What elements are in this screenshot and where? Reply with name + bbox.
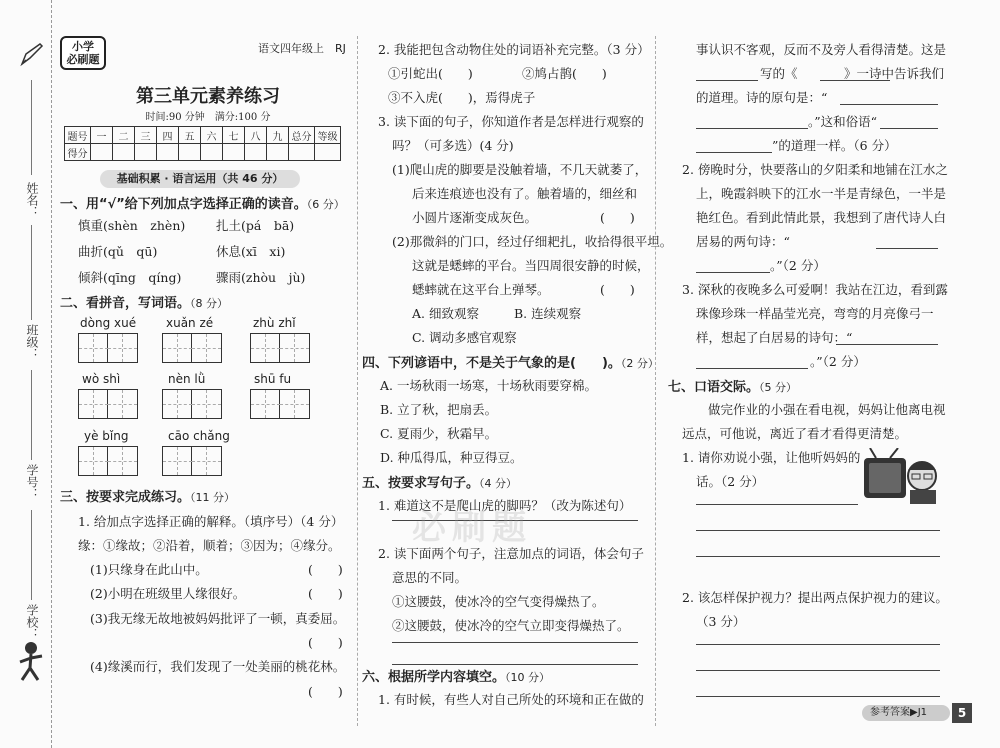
s3-item-2: (2)小明在班级里人缘很好。: [90, 586, 246, 601]
score-input-cell[interactable]: [91, 144, 113, 161]
score-input-cell[interactable]: [113, 144, 135, 161]
s5-q1: 1. 难道这不是爬山虎的脚吗？（改为陈述句）: [378, 498, 632, 513]
s4-opt-b[interactable]: B. 立了秋，把扇丢。: [380, 402, 498, 417]
s3-item-3: (3)我无缘无故地被妈妈批评了一顿，真委屈。: [90, 611, 346, 626]
c2-q3-p1-l1: (1)爬山虎的脚要是没触着墙，不几天就萎了，: [392, 162, 648, 177]
pencil-icon: [18, 40, 46, 68]
section-7-text: 七、口语交际。: [668, 380, 760, 395]
tianzi-grid-4[interactable]: [78, 389, 138, 419]
pinyin-3: zhù zhǐ: [253, 316, 296, 330]
score-table: [64, 126, 341, 161]
watermark: 必刷题: [412, 508, 532, 548]
name-label: 姓名：: [25, 182, 39, 218]
c3-q2-blank-1[interactable]: [876, 248, 938, 249]
pinyin-8: cāo chǎng: [168, 429, 230, 443]
c2-q3-p1-l3: 小圆片逐渐变成灰色。: [412, 210, 538, 225]
score-input-cell[interactable]: [289, 144, 315, 161]
section-1-text: 一、用“√”给下列加点字选择正确的读音。: [60, 197, 307, 212]
section-2-text: 二、看拼音，写词语。: [60, 296, 191, 311]
tianzi-grid-6[interactable]: [250, 389, 310, 419]
c3-l3: 的道理。诗的原句是：“: [696, 90, 828, 105]
c2-q3-line1: 3. 读下面的句子，你知道作者是怎样进行观察的: [378, 114, 644, 129]
score-row-label: 得分: [65, 144, 91, 161]
c3-q2-end: 。”（2 分）: [770, 258, 826, 273]
section-2-score: （8 分）: [190, 297, 229, 310]
section-4-score: （2 分）: [620, 357, 659, 370]
c3-l4: 。”这和俗语“: [808, 114, 878, 129]
s7-q2-score: （3 分）: [696, 614, 746, 629]
c3-q2-blank-2[interactable]: [696, 272, 770, 273]
c3-blank-line2[interactable]: [696, 128, 808, 129]
c2-q3-p2-l1: (2)那微斜的门口，经过仔细耙扎，收拾得很平坦。: [392, 234, 673, 249]
section-7-score: （5 分）: [759, 381, 798, 394]
s6-q1: 1. 有时候，有些人对自己所处的环境和正在做的: [378, 692, 644, 707]
grade-label: 语文四年级上 RJ: [258, 42, 346, 55]
score-header-cell: 二: [113, 127, 135, 144]
score-input-cell[interactable]: [223, 144, 245, 161]
logo-bottom: 必刷题: [66, 53, 100, 66]
c2-q2: 2. 我能把包含动物住处的词语补充完整。（3 分）: [378, 42, 650, 57]
section-3-score: （11 分）: [190, 491, 236, 504]
c2-q2-item-2[interactable]: ②鸠占鹊( ): [522, 66, 607, 81]
s5-q2-item-1: ①这腰鼓，使冰冷的空气变得燥热了。: [392, 594, 605, 609]
c3-l1: 事认识不客观，反而不及旁人看得清楚。这是: [696, 42, 947, 57]
c2-q3-p1-l2: 后来连痕迹也没有了。触着墙的，细丝和: [412, 186, 638, 201]
s7-intro-l1: 做完作业的小强在看电视，妈妈让他离电视: [708, 402, 946, 417]
c2-q2-item-3[interactable]: ③不入虎( )，焉得虎子: [388, 90, 536, 105]
pinyin-1: dòng xué: [80, 316, 137, 330]
tianzi-grid-2[interactable]: [162, 333, 222, 363]
c2-q2-item-1[interactable]: ①引蛇出( ): [388, 66, 473, 81]
score-input-cell[interactable]: [135, 144, 157, 161]
s7-q2-answer-line-2[interactable]: [696, 670, 940, 671]
s5-q2-answer-line-2[interactable]: [392, 664, 638, 665]
answer-reference-tag[interactable]: 参考答案▶J1: [862, 705, 950, 721]
c3-q3-l1: 3. 深秋的夜晚多么可爱啊！我站在江边，看到露: [682, 282, 948, 297]
score-header-cell: 七: [223, 127, 245, 144]
section-5-score: （4 分）: [479, 477, 518, 490]
column-divider-1: [357, 36, 358, 726]
section-5-text: 五、按要求写句子。: [362, 476, 480, 491]
c3-q3-blank-2[interactable]: [696, 368, 808, 369]
s1-item-3a[interactable]: 倾斜(qīng qíng): [78, 270, 182, 285]
binding-strip: [0, 0, 52, 748]
c3-l2b: 》一诗中告诉我们: [844, 66, 945, 81]
school-label: 学校：: [25, 604, 39, 640]
s3-answer-2[interactable]: ( ): [308, 586, 343, 601]
s1-item-2b[interactable]: 休息(xī xi): [216, 244, 286, 259]
score-header-row: [65, 127, 341, 144]
s5-q2-answer-line-1[interactable]: [392, 642, 638, 643]
s7-q1-l1: 1. 请你劝说小强，让他听妈妈的: [682, 450, 861, 465]
s3-answer-3[interactable]: ( ): [308, 635, 343, 650]
s1-item-1a[interactable]: 慎重(shèn zhèn): [78, 218, 186, 233]
c3-q3-end: 。”（2 分）: [810, 354, 866, 369]
s3-item-1: (1)只缘身在此山中。: [90, 562, 208, 577]
c2-q3-opt-a[interactable]: A. 细致观察: [412, 306, 479, 321]
s4-opt-c[interactable]: C. 夏雨少，秋霜早。: [380, 426, 498, 441]
pinyin-7: yè bǐng: [84, 429, 129, 443]
c3-q2-l3: 艳红色。看到此情此景，我想到了唐代诗人白: [696, 210, 947, 225]
c2-q3-answer-2[interactable]: ( ): [600, 282, 635, 297]
s7-q1-l2: 话。（2 分）: [696, 474, 765, 489]
c2-q3-opt-b[interactable]: B. 连续观察: [514, 306, 582, 321]
section-1-score: （6 分）: [306, 198, 345, 211]
tv-boy-illustration-icon: [862, 448, 942, 504]
score-header-cell: 八: [245, 127, 267, 144]
c2-q3-opt-c[interactable]: C. 调动多感官观察: [412, 330, 517, 345]
name-line: [31, 80, 32, 175]
section-3-text: 三、按要求完成练习。: [60, 490, 191, 505]
s3-q1-def: 缘：①缘故；②沿着，顺着；③因为；④缘分。: [78, 538, 341, 553]
s5-q2-item-2: ②这腰鼓，使冰冷的空气立即变得燥热了。: [392, 618, 630, 633]
s7-q2: 2. 该怎样保护视力？提出两点保护视力的建议。: [682, 590, 948, 605]
s1-item-2a[interactable]: 曲折(qǔ qū): [78, 244, 158, 259]
running-figure-icon: [16, 640, 46, 684]
score-header-cell: 题号: [65, 127, 91, 144]
section-6-text: 六、根据所学内容填空。: [362, 670, 506, 685]
s7-intro-l2: 远点，可他说，离近了看才看得更清楚。: [682, 426, 908, 441]
score-header-cell: 一: [91, 127, 113, 144]
id-label: 学号：: [25, 464, 39, 500]
c3-q3-l3: 样，想起了白居易的诗句：“: [696, 330, 853, 345]
c3-q2-l4: 居易的两句诗：“: [696, 234, 790, 249]
s5-q2-line1: 2. 读下面两个句子，注意加点的词语，体会句子: [378, 546, 644, 561]
c3-q3-blank-1[interactable]: [836, 344, 938, 345]
section-banner: 基础积累 · 语言运用（共 46 分）: [100, 170, 300, 188]
tianzi-grid-7[interactable]: [78, 446, 138, 476]
c2-q3-p2-l3: 蟋蟀就在这平台上弹琴。: [412, 282, 550, 297]
brand-logo: [60, 36, 106, 70]
class-label: 班级：: [25, 324, 39, 360]
s7-q1-answer-line-1[interactable]: [696, 504, 858, 505]
score-value-row: [65, 144, 341, 161]
score-header-cell: 九: [267, 127, 289, 144]
school-line: [31, 510, 32, 600]
score-header-cell: 等级: [315, 127, 341, 144]
time-info: 时间:90 分钟 满分:100 分: [145, 112, 271, 123]
s4-opt-a[interactable]: A. 一场秋雨一场寒，十场秋雨要穿棉。: [380, 378, 597, 393]
tianzi-grid-1[interactable]: [78, 333, 138, 363]
c2-q3-answer-1[interactable]: ( ): [600, 210, 635, 225]
score-header-cell: 五: [179, 127, 201, 144]
s7-q2-answer-line-3[interactable]: [696, 696, 940, 697]
s3-q1: 1. 给加点字选择正确的解释。（填序号）（4 分）: [78, 514, 344, 529]
c3-l5: ”的道理一样。（6 分）: [772, 138, 897, 153]
page-title: 第三单元素养练习: [136, 86, 280, 107]
section-7-title: [668, 376, 797, 395]
score-input-cell[interactable]: [201, 144, 223, 161]
s1-item-1b[interactable]: 扎土(pá bā): [216, 218, 295, 233]
c3-blank-author[interactable]: [696, 80, 758, 81]
logo-top: 小学: [72, 40, 94, 53]
c3-blank-saying1[interactable]: [880, 128, 938, 129]
score-header-cell: 四: [157, 127, 179, 144]
section-5-title: [362, 472, 517, 491]
id-line: [31, 370, 32, 460]
s7-q1-answer-line-3[interactable]: [696, 556, 940, 557]
c3-blank-saying2[interactable]: [696, 152, 772, 153]
score-input-cell[interactable]: [245, 144, 267, 161]
c3-blank-line1[interactable]: [840, 104, 938, 105]
c2-q3-line2: 吗？（可多选）(4 分): [392, 138, 514, 153]
s7-q1-answer-line-2[interactable]: [696, 530, 940, 531]
section-6-score: （10 分）: [505, 671, 551, 684]
score-header-cell: 总分: [289, 127, 315, 144]
s4-opt-d[interactable]: D. 种瓜得瓜，种豆得豆。: [380, 450, 523, 465]
score-input-cell[interactable]: [157, 144, 179, 161]
score-input-cell[interactable]: [267, 144, 289, 161]
s3-item-4: (4)缘溪而行，我们发现了一处美丽的桃花林。: [90, 659, 346, 674]
s5-q2-line2: 意思的不同。: [392, 570, 468, 585]
s7-q2-answer-line-1[interactable]: [696, 644, 940, 645]
section-1-title: [60, 193, 345, 212]
score-input-cell[interactable]: [179, 144, 201, 161]
score-header-cell: 三: [135, 127, 157, 144]
tianzi-grid-8[interactable]: [162, 446, 222, 476]
s3-answer-4[interactable]: ( ): [308, 684, 343, 699]
c3-q2-l1: 2. 傍晚时分，快要落山的夕阳柔和地铺在江水之: [682, 162, 948, 177]
score-header-cell: 六: [201, 127, 223, 144]
pinyin-5: nèn lǜ: [168, 372, 206, 386]
tianzi-grid-3[interactable]: [250, 333, 310, 363]
section-4-text: 四、下列谚语中，不是关于气象的是( )。: [362, 356, 621, 371]
c3-q3-l2: 珠像珍珠一样晶莹光亮，弯弯的月亮像弓一: [696, 306, 934, 321]
c3-l2: 写的《: [760, 66, 798, 81]
pinyin-2: xuǎn zé: [166, 316, 214, 330]
column-divider-2: [655, 36, 656, 726]
c3-q2-l2: 上，晚霞斜映下的江水一半是青绿色，一半是: [696, 186, 947, 201]
section-3-title: [60, 486, 235, 505]
pinyin-4: wò shì: [82, 372, 121, 386]
section-4-title: [362, 352, 659, 371]
section-2-title: [60, 292, 228, 311]
c2-q3-p2-l2: 这就是蟋蟀的平台。当四周很安静的时候，: [412, 258, 650, 273]
s3-answer-1[interactable]: ( ): [308, 562, 343, 577]
class-line: [31, 225, 32, 320]
pinyin-6: shū fu: [254, 372, 292, 386]
s1-item-3b[interactable]: 骤雨(zhòu jù): [216, 270, 306, 285]
page-number: 5: [952, 703, 972, 723]
tianzi-grid-5[interactable]: [162, 389, 222, 419]
score-input-cell[interactable]: [315, 144, 341, 161]
section-6-title: [362, 666, 550, 685]
